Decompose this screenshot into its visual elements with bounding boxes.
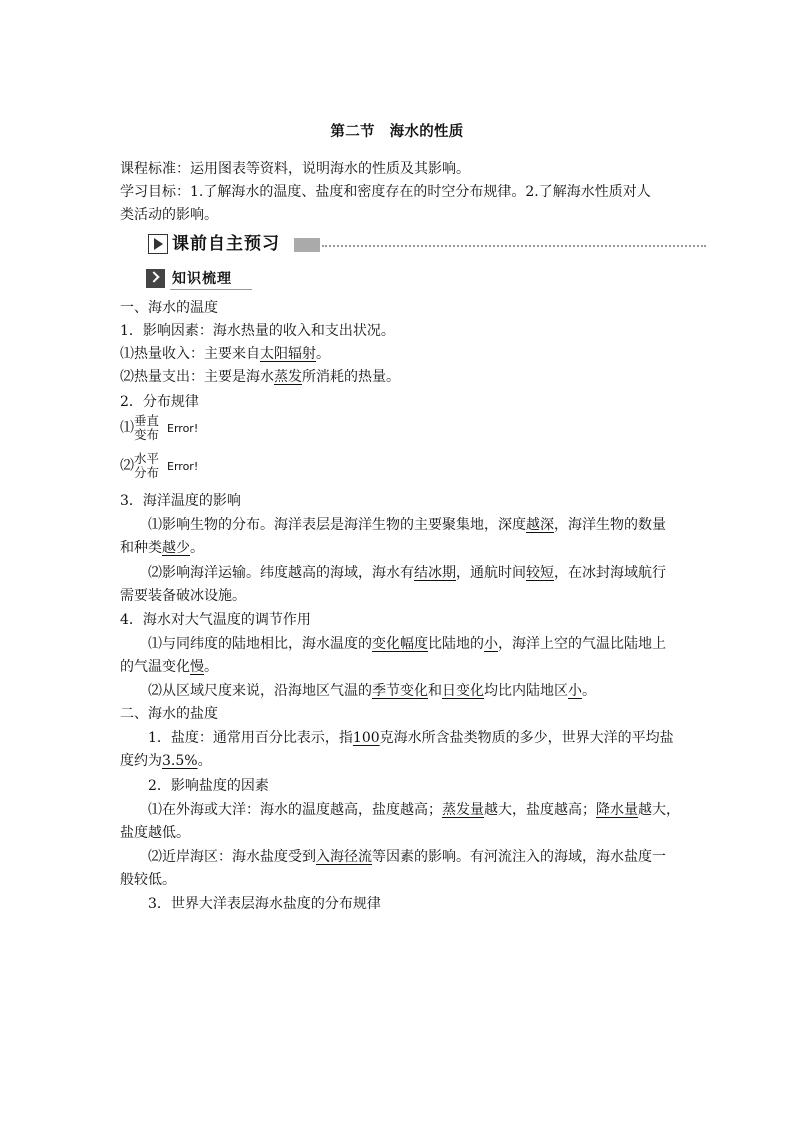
text-open-sea-2: 盐度越低。 — [120, 825, 190, 841]
text-distribution-head: 2．分布规律 — [120, 394, 199, 410]
text-salinity-definition-2: 度约为3.5%。 — [120, 753, 212, 769]
heading-sea-salinity: 二、海水的盐度 — [120, 706, 218, 722]
text-temperature-influence-head: 3．海洋温度的影响 — [120, 493, 241, 509]
text-influence-biology-2: 和种类越少。 — [120, 540, 204, 556]
text-regulation-1b: 的气温变化慢。 — [120, 659, 218, 675]
text-open-sea-1: ⑴在外海或大洋：海水的温度越高，盐度越高；蒸发量越大，盐度越高；降水量越大， — [148, 802, 680, 818]
section-header-bar — [144, 232, 706, 258]
vertical-distribution-label: 垂直 变布 — [134, 413, 160, 442]
learning-objectives-line-1: 学习目标：1.了解海水的温度、盐度和密度存在的时空分布规律。2.了解海水性质对人 — [120, 184, 651, 200]
curriculum-standard: 课程标准：运用图表等资料，说明海水的性质及其影响。 — [120, 161, 470, 177]
text-influence-shipping-2: 需要装备破冰设施。 — [120, 588, 246, 604]
text-salinity-definition-1: 1．盐度：通常用百分比表示，指100克海水所含盐类物质的多少，世界大洋的平均盐 — [148, 730, 674, 746]
text-salinity-factors-head: 2．影响盐度的因素 — [148, 778, 269, 794]
chevron-right-icon — [146, 269, 165, 288]
subsection-underline — [170, 289, 252, 290]
vertical-distribution-row: ⑴垂直 变布 Error! — [120, 413, 199, 442]
text-heat-expenditure: ⑵热量支出：主要是海水蒸发所消耗的热量。 — [120, 369, 400, 385]
text-regulation-1a: ⑴与同纬度的陆地相比，海水温度的变化幅度比陆地的小，海洋上空的气温比陆地上 — [148, 636, 666, 652]
page-title: 第二节 海水的性质 — [330, 123, 464, 140]
text-salinity-distribution-head: 3．世界大洋表层海水盐度的分布规律 — [148, 896, 381, 912]
text-influence-biology-1: ⑴影响生物的分布。海洋表层是海洋生物的主要聚集地，深度越深，海洋生物的数量 — [148, 517, 666, 533]
horizontal-distribution-label: 水平 分布 — [134, 451, 160, 480]
text-nearshore-2: 般较低。 — [120, 872, 176, 888]
error-placeholder-1: Error! — [167, 422, 199, 435]
play-arrow-icon — [148, 234, 168, 254]
text-heat-income: ⑴热量收入：主要来自太阳辐射。 — [120, 346, 330, 362]
section-header-dotted-line — [322, 245, 706, 247]
heading-sea-temperature: 一、海水的温度 — [120, 300, 218, 316]
text-regulation-2: ⑵从区域尺度来说，沿海地区气温的季节变化和日变化均比内陆地区小。 — [148, 683, 596, 699]
section-header-label: 课前自主预习 — [172, 234, 280, 254]
text-influencing-factors: 1．影响因素：海水热量的收入和支出状况。 — [120, 323, 395, 339]
text-nearshore-1: ⑵近岸海区：海水盐度受到入海径流等因素的影响。有河流注入的海域，海水盐度一 — [148, 849, 666, 865]
subsection-header-label: 知识梳理 — [172, 271, 232, 287]
learning-objectives-line-2: 类活动的影响。 — [120, 207, 218, 223]
error-placeholder-2: Error! — [167, 460, 199, 473]
section-header-grey-block — [294, 238, 320, 252]
text-influence-shipping-1: ⑵影响海洋运输。纬度越高的海域，海水有结冰期，通航时间较短，在冰封海域航行 — [148, 565, 666, 581]
horizontal-distribution-row: ⑵水平 分布 Error! — [120, 451, 199, 480]
text-regulation-head: 4．海水对大气温度的调节作用 — [120, 612, 311, 628]
